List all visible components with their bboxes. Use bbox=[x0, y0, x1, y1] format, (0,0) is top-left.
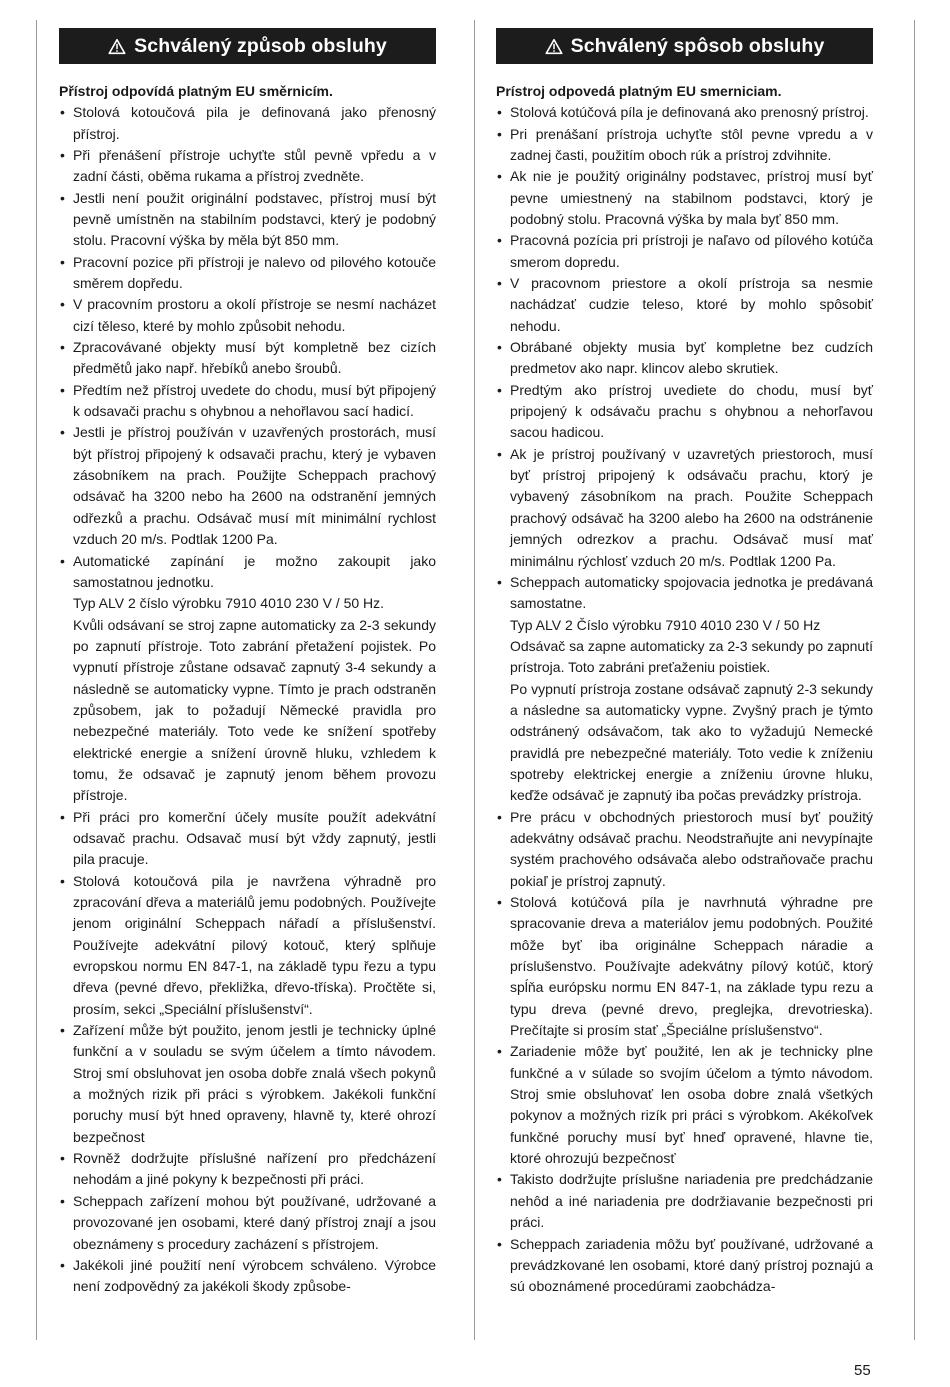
list-item: • Stolová kotúčová píla je navrhnutá výhradne pre spracovanie dreva a materiálov jemu podobných. Použité môže byť iba originálne Scheppach náradie a príslušenstvo. Používajte adekvátny pílový kotúč, ktorý spĺňa európsku normu EN 847-1, na základe typu rezu a typu dreva (pevné drevo, preglejka, drevotrieska). Prečítajte si prosím stať „Špeciálne príslušenstvo“. bbox=[496, 892, 873, 1041]
czech-column bbox=[59, 28, 436, 1298]
section-banner-cz bbox=[59, 28, 436, 64]
slovak-column bbox=[496, 28, 873, 1298]
list-item: • Ak nie je použitý originálny podstavec, prístroj musí byť pevne umiestnený na stabilnom podstavci, ktorý je podobný stolu. Pracovná výška by mala byť 850 mm. bbox=[496, 166, 873, 230]
list-item: • Automatické zapínání je možno zakoupit jako samostatnou jednotku. Typ ALV 2 číslo výrobku 7910 4010 230 V / 50 Hz. Kvůli odsávaní se stroj zapne automaticky za 2-3 sekundy po zapnutí přístroje. Toto zabrání přetažení pojistek. Po vypnutí přístroje zůstane odsavač zapnutý 3-4 sekundy a následně se automaticky vypne. Tímto je prach odstraněn způsobem, jak to požadují Německé pravidla pro nebezpečné materiály. Toto vede ke snížení spotřeby elektrické energie a snížení úrovně hluku, vzhledem k tomu, že odsavač je zapnutý jenom během provozu přístroje. bbox=[59, 551, 436, 807]
intro-statement: Přístroj odpovídá platným EU směrnicím. bbox=[59, 83, 333, 99]
warning-icon bbox=[108, 38, 126, 55]
list-item: • Předtím než přístroj uvedete do chodu, musí být připojený k odsavači prachu s ohybnou a nehořlavou sací hadicí. bbox=[59, 380, 436, 423]
list-item: • Pri prenášaní prístroja uchyťte stôl pevne vpredu a v zadnej časti, použitím oboch rúk a prístroj zdvihnite. bbox=[496, 124, 873, 167]
list-item: • Při práci pro komerční účely musíte použít adekvátní odsavač prachu. Odsavač musí být vždy zapnutý, jestli pila pracuje. bbox=[59, 807, 436, 871]
list-item: • Scheppach zariadenia môžu byť používané, udržované a prevádzkované len osobami, ktoré daný prístroj poznajú a sú oboznámené procedúrami zaobchádza- bbox=[496, 1234, 873, 1298]
list-item: • Ak je prístroj používaný v uzavretých priestoroch, musí byť prístroj pripojený k odsávaču prachu, ktorý je vybavený zásobníkom na prach. Použite Scheppach prachový odsávač ha 3200 alebo ha 2600 na odstránenie jemných odrezkov a prachu. Odsávač musí mať minimálnu rýchlosť vzduch 20 m/s. Podtlak 1200 Pa. bbox=[496, 444, 873, 572]
list-item: • Zariadenie môže byť použité, len ak je technicky plne funkčné a v súlade so svojím účelom a týmto návodom. Stroj smie obsluhovať len osoba dobre znalá všetkých pokynov a možných rizík pri práci s výrobkom. Akékoľvek funkčné poruchy musí byť hneď opravené, hlavne tie, ktoré ohrozujú bezpečnosť bbox=[496, 1041, 873, 1169]
list-item: • Rovněž dodržujte příslušné nařízení pro předcházení nehodám a jiné pokyny k bezpečnosti při práci. bbox=[59, 1148, 436, 1191]
list-item: • Predtým ako prístroj uvediete do chodu, musí byť pripojený k odsávaču prachu s ohybnou a nehorľavou sacou hadicou. bbox=[496, 380, 873, 444]
page-number: 55 bbox=[854, 1362, 871, 1379]
list-item: • Zpracovávané objekty musí být kompletně bez cizích předmětů jako např. hřebíků anebo šroubů. bbox=[59, 337, 436, 380]
list-item: • V pracovním prostoru a okolí přístroje se nesmí nacházet cizí těleso, které by mohlo způsobit nehodu. bbox=[59, 294, 436, 337]
column-rule-right bbox=[914, 20, 915, 1340]
section-title: Schválený spôsob obsluhy bbox=[570, 34, 825, 57]
list-item: • Takisto dodržujte príslušne nariadenia pre predchádzanie nehôd a iné nariadenia pre dodržiavanie bezpečnosti pri práci. bbox=[496, 1169, 873, 1233]
list-item: • Pre prácu v obchodných priestoroch musí byť použitý adekvátny odsávač prachu. Neodstraňujte ani nevypínajte systém prachového odsávača alebo odstraňovače prachu pokiaľ je prístroj zapnutý. bbox=[496, 807, 873, 892]
section-title: Schválený způsob obsluhy bbox=[134, 34, 387, 57]
list-item: • Jestli je přístroj používán v uzavřených prostorách, musí být přístroj připojený k odsavači prachu, který je vybaven zásobníkem na prach. Použijte Scheppach prachový odsávač ha 3200 nebo ha 2600 na odstranění jemných odřezků a prachu. Odsávač musí mít minimální rychlost vzduch 20 m/s. Podtlak 1200 Pa. bbox=[59, 422, 436, 550]
list-item: • Jestli není použit originální podstavec, přístroj musí být pevně umístněn na stabilním podstavci, který je podobný stolu. Pracovní výška by měla být 850 mm. bbox=[59, 188, 436, 252]
intro-statement: Prístroj odpovedá platným EU smerniciam. bbox=[496, 83, 782, 99]
column-rule-middle bbox=[474, 20, 475, 1340]
list-item: • Jakékoli jiné použití není výrobcem schváleno. Výrobce není zodpovědný za jakékoli škody způsobe- bbox=[59, 1255, 436, 1298]
list-item: • Stolová kotúčová píla je definovaná ako prenosný prístroj. bbox=[496, 102, 873, 123]
list-item: • Zařízení může být použito, jenom jestli je technicky úplné funkční a v souladu se svým účelem a tímto návodem. Stroj smí obsluhovat jen osoba dobře znalá všech pokynů a možných rizik při práci s výrobkem. Jakékoli funkční poruchy musí být hned opraveny, hlavně ty, které ohrozí bezpečnost bbox=[59, 1020, 436, 1148]
list-item: • Pracovná pozícia pri prístroji je naľavo od pílového kotúča smerom dopredu. bbox=[496, 230, 873, 273]
list-item: • Stolová kotoučová pila je navržena výhradně pro zpracování dřeva a materiálů jemu podobných. Používejte jenom originální Scheppach nářadí a příslušenství. Používejte adekvátní pilový kotouč, který splňuje evropskou normu EN 847-1, na základě typu řezu a typu dřeva (pevné dřevo, překližka, dřevo-tříska). Pročtěte si, prosím, sekci „Speciální příslušenství“. bbox=[59, 871, 436, 1020]
warning-icon bbox=[545, 38, 563, 55]
list-item: • Při přenášení přístroje uchyťte stůl pevně vpředu a v zadní části, oběma rukama a přístroj zvedněte. bbox=[59, 145, 436, 188]
usage-list bbox=[59, 102, 436, 1297]
list-item: • Stolová kotoučová pila je definovaná jako přenosný přístroj. bbox=[59, 102, 436, 145]
usage-list bbox=[496, 102, 873, 1297]
list-item: • Obrábané objekty musia byť kompletne bez cudzích predmetov ako napr. klincov alebo skrutiek. bbox=[496, 337, 873, 380]
list-item: • V pracovnom priestore a okolí prístroja sa nesmie nachádzať cudzie teleso, ktoré by mohlo spôsobiť nehodu. bbox=[496, 273, 873, 337]
list-item: • Pracovní pozice při přístroji je nalevo od pilového kotouče směrem dopředu. bbox=[59, 252, 436, 295]
section-banner-sk bbox=[496, 28, 873, 64]
column-rule-left bbox=[36, 20, 37, 1340]
list-item: • Scheppach zařízení mohou být používané, udržované a provozované jen osobami, které daný přístroj znají a jsou obeznámeny s procedury zacházení s přístrojem. bbox=[59, 1191, 436, 1255]
list-item: • Scheppach automaticky spojovacia jednotka je predávaná samostatne. Typ ALV 2 Číslo výrobku 7910 4010 230 V / 50 Hz Odsávač sa zapne automaticky za 2-3 sekundy po zapnutí prístroja. Toto zabráni preťaženiu poistiek. Po vypnutí prístroja zostane odsávač zapnutý 2-3 sekundy a následne sa automaticky vypne. Zvyšný prach je týmto odstránený odsávačom, tak ako to vyžadujú Nemecké pravidlá pre nebezpečné materiály. Toto vedie k zníženiu spotreby elektrickej energie a zníženiu úrovne hluku, keďže odsávač je zapnutý iba počas prevádzky prístroja. bbox=[496, 572, 873, 807]
